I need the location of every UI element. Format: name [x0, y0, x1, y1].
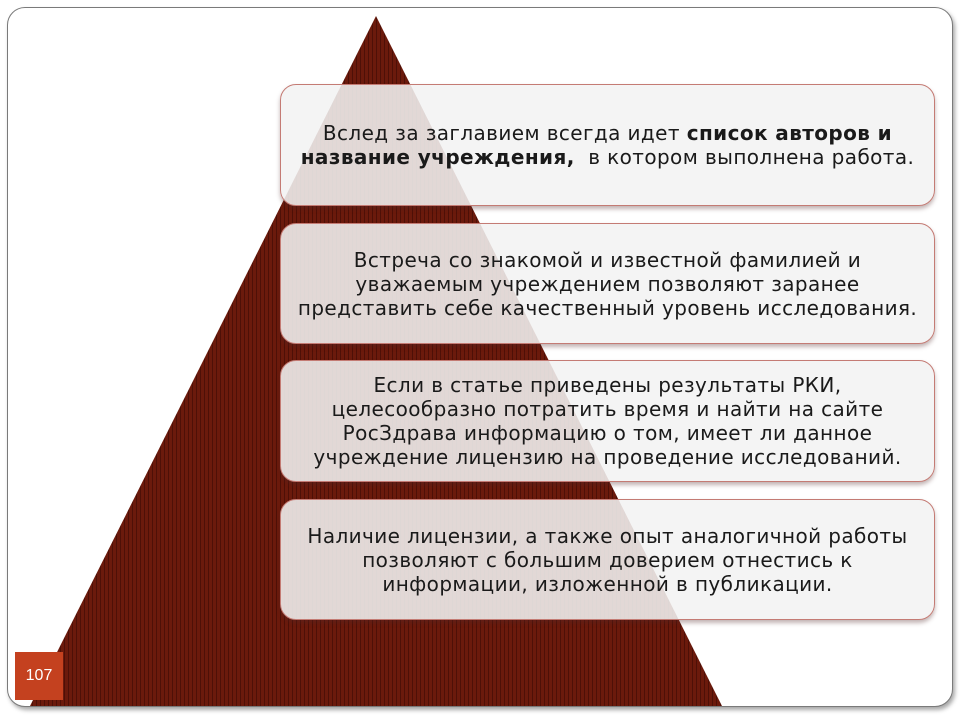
page-number-badge [15, 652, 63, 700]
info-box-authors-text [295, 121, 920, 169]
authors-text-suffix: в котором выполнена работа. [574, 145, 915, 169]
info-box-authors [280, 84, 935, 206]
authors-text-prefix: Вслед за заглавием всегда идет [322, 121, 687, 145]
license-check-text: Если в статье приведены результаты РКИ, целесообразно потратить время и найти на сайте РосЗдрава информацию о том, имеет ли данное учреждение лицензию на проведение исследований. [313, 373, 902, 469]
authors-text-bold: список авторов и название учреждения, [300, 121, 893, 169]
page-number-text: 107 [25, 667, 53, 684]
reputation-text: Встреча со знакомой и известной фамилией и уважаемым учреждением позволяют заранее представить себе качественный уровень исследования. [297, 247, 918, 320]
slide [7, 7, 953, 707]
info-box-reputation [280, 223, 935, 344]
info-box-license-check [280, 360, 935, 482]
info-box-experience [280, 499, 935, 620]
experience-text: Наличие лицензии, а также опыт аналогичной работы позволяют с большим доверием отнестись к информации, изложенной в публикации. [307, 523, 908, 596]
